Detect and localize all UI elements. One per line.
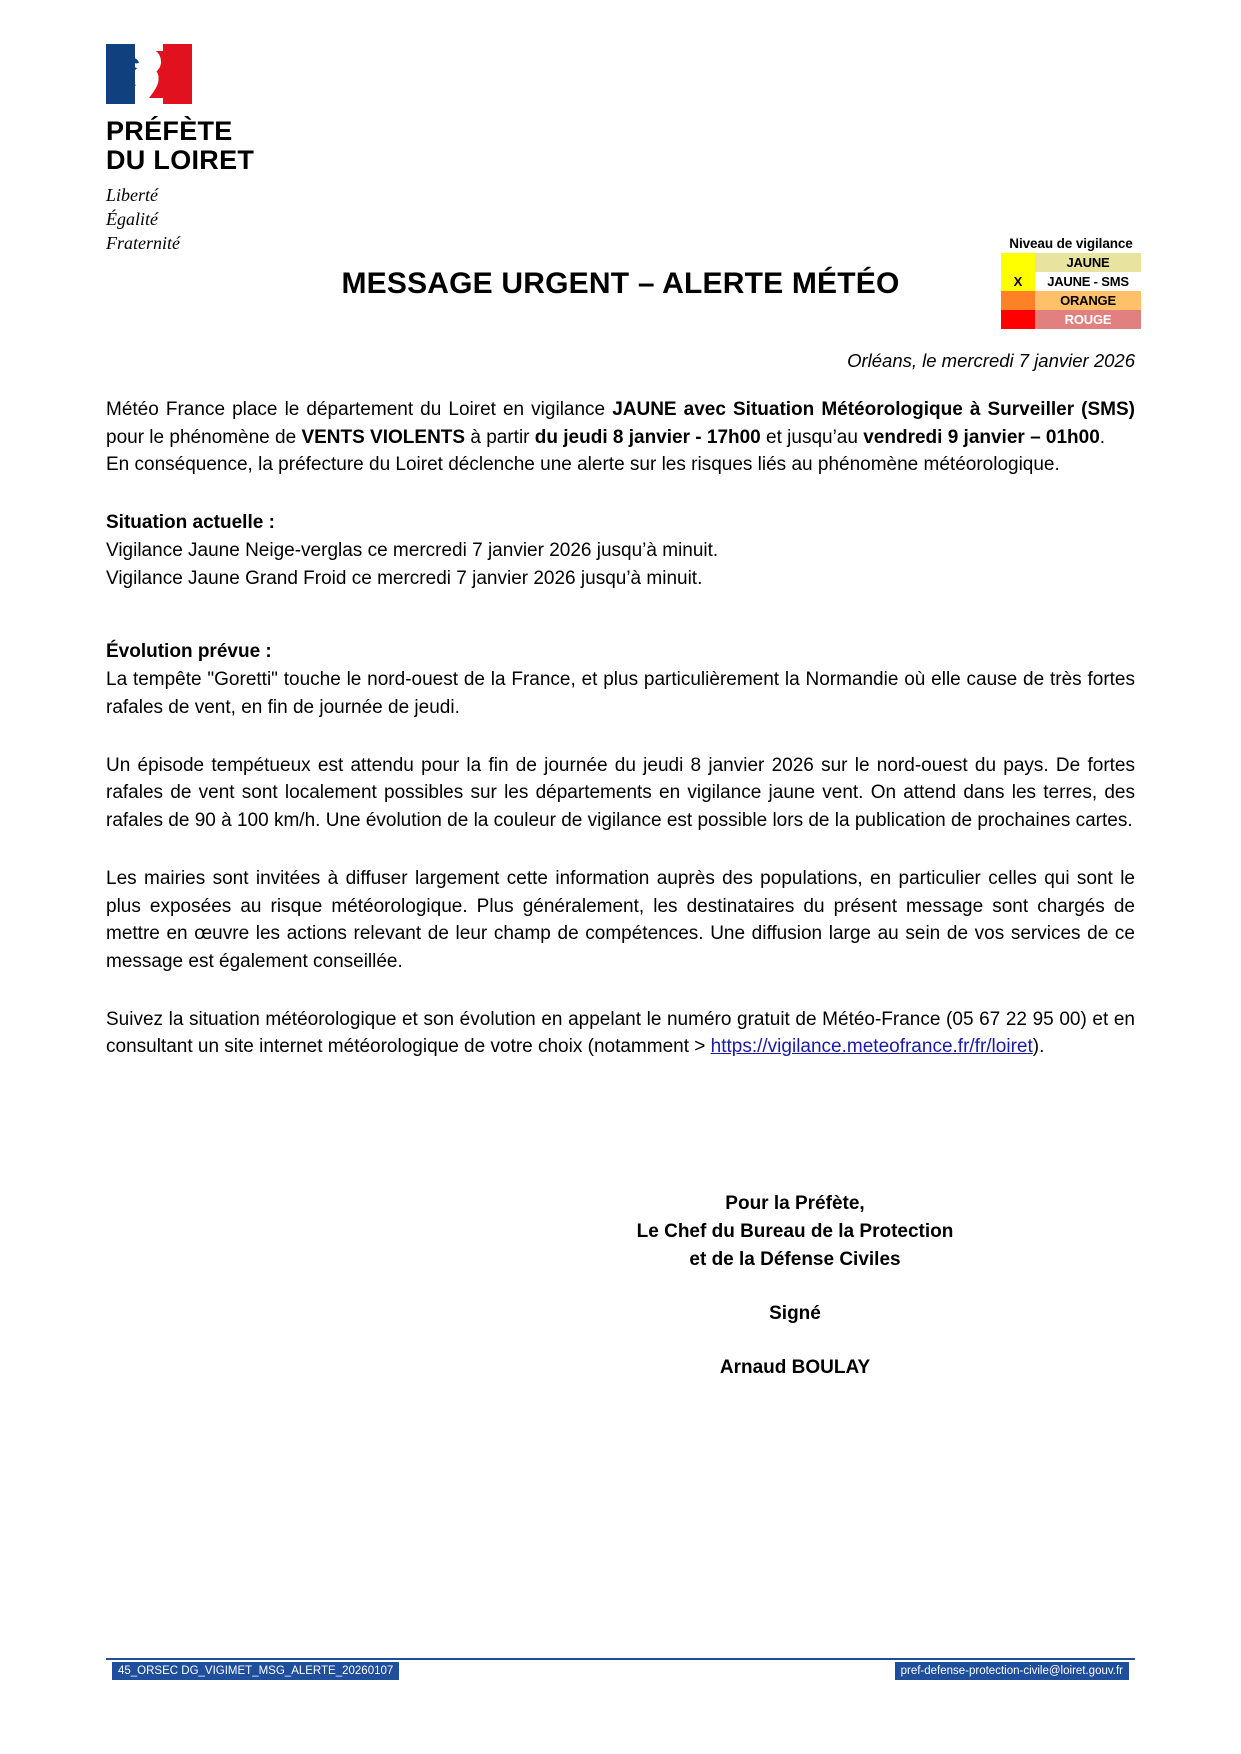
mairies-paragraph: Les mairies sont invitées à diffuser largement cette information auprès des populations, en particulier celles qui sont le plus exposées au risque météorologique. Plus généralement, les destinataires du présent message sont chargés de mettre en œuvre les actions relevant de leur champ de compétences. Une diffusion large au sein de vos services de ce message est également conseillée. <box>106 867 1135 973</box>
intro-text-4: et jusqu’au <box>760 426 864 448</box>
vigilance-meteofrance-link[interactable]: https://vigilance.meteofrance.fr/fr/loiret <box>710 1036 1033 1058</box>
intro-bold-end-time: vendredi 9 janvier – 01h00 <box>863 426 1100 448</box>
prefecture-header <box>106 44 366 256</box>
intro-paragraph <box>106 396 1135 451</box>
situation-heading: Situation actuelle : <box>106 512 275 534</box>
footer-document-reference: 45_ORSEC DG_VIGIMET_MSG_ALERTE_20260107 <box>112 1662 399 1680</box>
vigilance-label-jaune: JAUNE <box>1035 253 1141 272</box>
suivi-text-1: Suivez la situation météorologique et son évolution en appelant le numéro gratuit de Météo-France (05 67 22 95 00) et en consultant un site internet météorologique de votre choix (notamment > <box>106 1008 1135 1058</box>
vigilance-legend-caption: Niveau de vigilance <box>1009 236 1133 251</box>
signatory-name: Arnaud BOULAY <box>719 1357 871 1379</box>
motto-liberte: Liberté <box>106 185 158 206</box>
spacer <box>106 479 1135 509</box>
situation-line-2: Vigilance Jaune Grand Froid ce mercredi 7 janvier 2026 jusqu’à minuit. <box>106 567 703 589</box>
intro-text-3: à partir <box>465 426 535 448</box>
intro-text-5: . <box>1099 426 1106 448</box>
vigilance-label-rouge: ROUGE <box>1035 310 1141 329</box>
institution-line-1: PRÉFÈTE <box>106 116 233 146</box>
motto-egalite: Égalité <box>106 209 158 230</box>
spacer <box>106 976 1135 1006</box>
signature-block <box>560 1190 1030 1383</box>
dateline: Orléans, le mercredi 7 janvier 2026 <box>847 350 1135 371</box>
document-body <box>106 396 1135 1061</box>
evolution-paragraph-1: La tempête "Goretti" touche le nord-ouest de la France, et plus particulièrement la Normandie où elle cause de très fortes rafales de vent, en fin de journée de jeudi. <box>106 669 1135 718</box>
evolution-heading: Évolution prévue : <box>106 641 272 663</box>
institution-line-2: DU LOIRET <box>106 145 255 176</box>
vigilance-label-jaune-sms: JAUNE - SMS <box>1035 272 1141 291</box>
spacer <box>106 722 1135 752</box>
vigilance-label-orange: ORANGE <box>1035 291 1141 310</box>
vigilance-mark-rouge <box>1001 310 1035 329</box>
signature-line-3: et de la Défense Civiles <box>689 1249 901 1271</box>
signature-signed-mention: Signé <box>769 1303 821 1325</box>
footer-contact-email: pref-defense-protection-civile@loiret.gouv.fr <box>895 1662 1129 1680</box>
spacer <box>560 1328 1030 1354</box>
motto-fraternite: Fraternité <box>106 232 180 253</box>
spacer <box>560 1274 1030 1300</box>
situation-line-1: Vigilance Jaune Neige-verglas ce mercredi 7 janvier 2026 jusqu’à minuit. <box>106 539 719 561</box>
intro-bold-phenomenon: VENTS VIOLENTS <box>301 426 466 448</box>
spacer <box>106 835 1135 865</box>
intro-text-1: Météo France place le département du Loiret en vigilance <box>106 399 613 420</box>
consequence-paragraph: En conséquence, la préfecture du Loiret déclenche une alerte sur les risques liés au phénomène météorologique. <box>106 454 1060 476</box>
signature-line-2: Le Chef du Bureau de la Protection <box>636 1221 954 1243</box>
vigilance-row-rouge <box>1001 310 1141 329</box>
french-republic-marianne-flag-icon <box>106 44 192 104</box>
vigilance-mark-jaune-sms: X <box>1001 272 1035 291</box>
footer-divider <box>106 1658 1135 1660</box>
republic-motto <box>106 184 366 255</box>
evolution-paragraph-2: Un épisode tempétueux est attendu pour la fin de journée du jeudi 8 janvier 2026 sur le nord-ouest du pays. De fortes rafales de vent sont localement possibles sur les départements en vigilance jaune vent. On attend dans les terres, des rafales de 90 à 100 km/h. Une évolution de la couleur de vigilance est possible lors de la publication de prochaines cartes. <box>106 754 1135 832</box>
page-footer <box>106 1658 1135 1680</box>
intro-bold-vigilance-level: JAUNE avec Situation Météorologique à Surveiller (SMS) <box>612 399 1135 420</box>
institution-name <box>106 117 366 175</box>
intro-bold-start-time: du jeudi 8 janvier - 17h00 <box>534 426 761 448</box>
spacer <box>106 592 1135 638</box>
suivi-paragraph <box>106 1006 1135 1061</box>
signature-line-1: Pour la Préfète, <box>725 1193 865 1214</box>
intro-text-2: pour le phénomène de <box>106 426 302 448</box>
suivi-text-2: ). <box>1032 1036 1045 1058</box>
page-title: MESSAGE URGENT – ALERTE MÉTÉO <box>341 267 900 300</box>
